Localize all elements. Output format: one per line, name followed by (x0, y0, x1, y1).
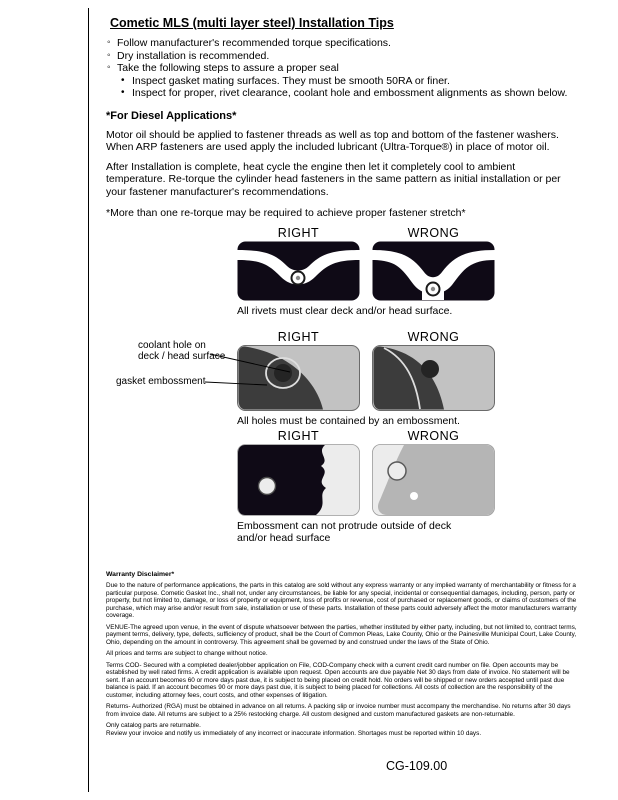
diagram-caption: All rivets must clear deck and/or head surface. (237, 305, 453, 317)
warranty-paragraph: Review your invoice and notify us immediately of any incorrect or inaccurate information. Shortages must be reported within 10 days. (106, 729, 482, 737)
left-margin-rule (88, 8, 89, 792)
diagram-panels (237, 241, 495, 301)
wrong-label: WRONG (407, 330, 460, 344)
tip-bullet: ◦ Follow manufacturer's recommended torque specifications. (106, 37, 584, 50)
diagram-row-rivets (237, 226, 495, 318)
right-label: RIGHT (277, 226, 320, 240)
installation-tips-list (106, 37, 584, 100)
diagram-row-embossment (237, 429, 495, 544)
callout-gasket-embossment: gasket embossment (116, 376, 206, 387)
diagram-hole-wrong (372, 345, 495, 411)
tip-bullet: ◦ Dry installation is recommended. (106, 50, 584, 63)
document-number: CG-109.00 (386, 759, 448, 773)
right-label: RIGHT (277, 429, 320, 443)
warranty-paragraph: VENUE-The agreed upon venue, in the event of dispute whatsoever between the parties, whether instituted by either party, including, but not limited to, contract terms, payment terms, delivery, type, defects, sufficiency of product, shall be the Court of Common Pleas, Lake County, Ohio or the Painesville Municipal Court, Lake County, Ohio, depending on the amount in controversy. This agreement shall be governed by and construed under the laws of the State of Ohio. (106, 623, 577, 646)
warranty-paragraph: Terms COD- Secured with a completed dealer/jobber application on File, COD-Company check with a current credit card number on file. Open accounts may be established by well rated firms. A credit application is available upon request. Open accounts are due payable Net 30 days from date of invoice. No statement will be sent. If an account becomes 60 or more days past due, it is subject to being placed on credit hold. No orders will be shipped or new orders accepted until past due balance is paid. If an account becomes 90 or more days past due, it is subject to being placed for collections. All costs of collection are the responsibility of the customer, including attorney fees, court costs, and other expenses of litigation. (106, 661, 570, 699)
tip-sub-bullet: • Inspect gasket mating surfaces. They must be smooth 50RA or finer. (121, 75, 584, 88)
diagram-panels (237, 444, 495, 516)
diagram-embossment-right (237, 444, 360, 516)
diagram-caption: All holes must be contained by an embossment. (237, 415, 460, 427)
warranty-heading: Warranty Disclaimer* (106, 571, 175, 578)
callout-coolant-line1: coolant hole on (138, 340, 206, 351)
diagram-labels (237, 226, 495, 241)
warranty-paragraph: Only catalog parts are returnable. (106, 722, 201, 729)
diagram-labels (237, 330, 495, 345)
warranty-disclaimer (106, 571, 580, 741)
diagram-labels (237, 429, 495, 444)
wrong-label: WRONG (407, 429, 460, 443)
tip-bullet: ◦ Take the following steps to assure a proper seal (106, 62, 584, 75)
page-title: Cometic MLS (multi layer steel) Installation Tips (110, 16, 394, 30)
warranty-paragraph: Returns- Authorized (RGA) must be obtained in advance on all returns. A packing slip or invoice number must accompany the merchandise. No returns after 30 days from invoice date. All returns are subject to a 25% restocking charge. All custom designed and custom manufactured gaskets are non-returnable. (106, 703, 571, 718)
diagram-rivet-right (237, 241, 360, 301)
content-column (106, 16, 584, 220)
warranty-paragraph: Due to the nature of performance applications, the parts in this catalog are sold without any express warranty or any implied warranty of merchantability or fitness for a particular purpose. Cometic Gasket Inc., shall not, under any circumstances, be liable for any special, incidental or consequential damages, including, person, party or property, but not limited to, damage, or loss of property or equipment, loss of profits or revenue, cost of purchased or replacement goods, or claims of customers of the purchase, which may arise and/or result from sale, installation or use of these parts. Installation of these parts could adversely affect the motor manufacturers warranty coverage. (106, 582, 577, 619)
warranty-paragraph: All prices and terms are subject to change without notice. (106, 650, 268, 657)
diesel-paragraph-2: After Installation is complete, heat cycle the engine then let it completely cool to ambient temperature. Re-torque the cylinder head fasteners in the same pattern as initial installation or per your fastener manufacturer's recommendations. (106, 160, 561, 198)
wrong-label: WRONG (407, 226, 460, 240)
diagram-caption: Embossment can not protrude outside of deck and/or head surface (237, 520, 452, 544)
retorque-note: *More than one re-torque may be required to achieve proper fastener stretch* (106, 207, 466, 219)
diesel-paragraph-1: Motor oil should be applied to fastener threads as well as top and bottom of the fastener washers. When ARP fasteners are used apply the included lubricant (Ultra-Torque®) in place of motor oil. (106, 128, 559, 153)
callout-pointer-lines (205, 347, 305, 389)
diesel-applications-heading: *For Diesel Applications* (106, 109, 237, 122)
diagram-rivet-wrong (372, 241, 495, 301)
right-label: RIGHT (277, 330, 320, 344)
tip-sub-bullet: • Inspect for proper, rivet clearance, coolant hole and embossment alignments as shown below. (121, 87, 584, 100)
diagram-embossment-wrong (372, 444, 495, 516)
callout-coolant-line2: deck / head surface (138, 350, 226, 362)
